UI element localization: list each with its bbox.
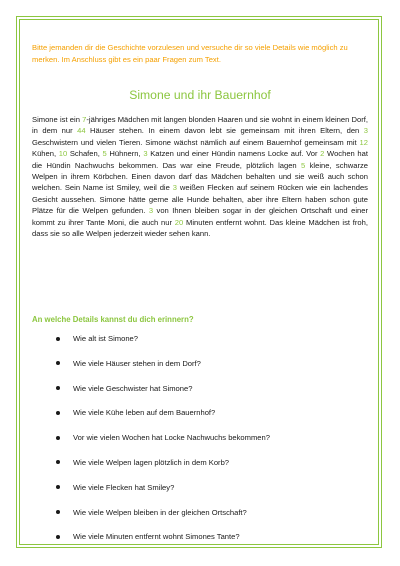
story-text: Wochen hat die Hündin Nachwuchs bekommen. Das war eine Freude, plötzlich lagen — [32, 149, 368, 170]
question-text: Wie viele Häuser stehen in dem Dorf? — [73, 358, 201, 368]
question-text: Vor wie vielen Wochen hat Locke Nachwuchs bekommen? — [73, 433, 270, 443]
story-text: -jähriges Mädchen mit langen blonden Haaren und sie wohnt in einem kleinen Dorf, in dem nur — [32, 115, 368, 136]
question-text: Wie viele Kühe leben auf dem Bauernhof? — [73, 408, 216, 418]
story-text: Kühen, — [32, 149, 59, 159]
story-number: 12 — [359, 137, 368, 147]
bullet-icon — [56, 485, 60, 489]
story-number: 20 — [174, 217, 184, 227]
story-number: 7 — [82, 115, 87, 124]
story-text: Hühnern, — [106, 149, 144, 159]
story-text: Häuser stehen. In einem davon lebt sie gemeinsam mit ihren Eltern, den — [85, 126, 364, 136]
bullet-icon — [56, 411, 60, 415]
question-text: Wie viele Welpen lagen plötzlich in dem Korb? — [73, 457, 230, 467]
question-text: Wie viele Welpen bleiben in der gleichen Ortschaft? — [73, 507, 247, 517]
story-paragraph — [32, 114, 368, 239]
question-item — [38, 432, 270, 457]
story-number: 3 — [172, 183, 177, 193]
question-item — [38, 531, 270, 556]
question-text: Wie alt ist Simone? — [73, 334, 138, 343]
question-text: Wie viele Geschwister hat Simone? — [73, 383, 193, 393]
questions-list — [38, 333, 270, 556]
question-item — [38, 407, 270, 432]
question-item — [38, 383, 270, 408]
story-text: Minuten entfernt wohnt. Das kleine Mädchen ist froh, dass sie so alle Welpen jederzeit wieder sehen kann. — [32, 217, 368, 239]
story-number: 44 — [77, 126, 86, 136]
story-number: 5 — [102, 149, 107, 159]
bullet-icon — [56, 436, 60, 440]
story-text: Katzen und einer Hündin namens Locke auf. Vor — [147, 149, 321, 159]
instructions-text: Bitte jemanden dir die Geschichte vorzulesen und versuche dir so viele Details wie möglich zu merken. Im Anschluss gibt es ein paar Fragen zum Text. — [32, 43, 348, 64]
story-text: Schafen, — [67, 149, 103, 159]
story-text: von Ihnen bleiben sogar in der gleichen Ortschaft und einer kommt zu ihrer Tante Moni, die auch nur — [32, 206, 368, 227]
question-item — [38, 358, 270, 383]
question-text: Wie viele Flecken hat Smiley? — [73, 482, 175, 492]
story-text: weißen Flecken auf seinem Rücken wie ein lachendes Gesicht aussehen. Simone hätte gerne alle Hunde behalten, aber ihre Eltern haben schon gute Plätze für die Welpen gefunden. — [32, 183, 368, 216]
story-number: 3 — [363, 126, 368, 136]
bullet-icon — [56, 386, 60, 390]
bullet-icon — [56, 510, 60, 514]
story-number: 2 — [320, 149, 325, 159]
story-number: 3 — [143, 149, 148, 159]
bullet-icon — [56, 535, 60, 539]
question-item — [38, 333, 270, 358]
question-item — [38, 457, 270, 482]
story-text: kleine, schwarze Welpen in ihrem Körbchen. Einen davon darf das Mädchen behalten und sie weiß auch schon welchen. Sein Name ist Smiley, weil die — [32, 160, 368, 193]
question-item — [38, 482, 270, 507]
story-text: Simone ist ein — [32, 115, 83, 124]
story-number: 5 — [301, 160, 306, 170]
question-item — [38, 507, 270, 532]
story-number: 3 — [148, 206, 154, 216]
bullet-icon — [56, 337, 60, 341]
question-text: Wie viele Minuten entfernt wohnt Simones Tante? — [73, 532, 240, 542]
questions-heading: An welche Details kannst du dich erinnern? — [32, 315, 194, 324]
bullet-icon — [56, 460, 60, 464]
bullet-icon — [56, 361, 60, 365]
story-text: Geschwistern und vielen Tieren. Simone wächst nämlich auf einem Bauernhof gemeinsam mit — [32, 137, 360, 147]
story-number: 10 — [58, 149, 68, 159]
story-title: Simone und ihr Bauernhof — [129, 88, 271, 102]
